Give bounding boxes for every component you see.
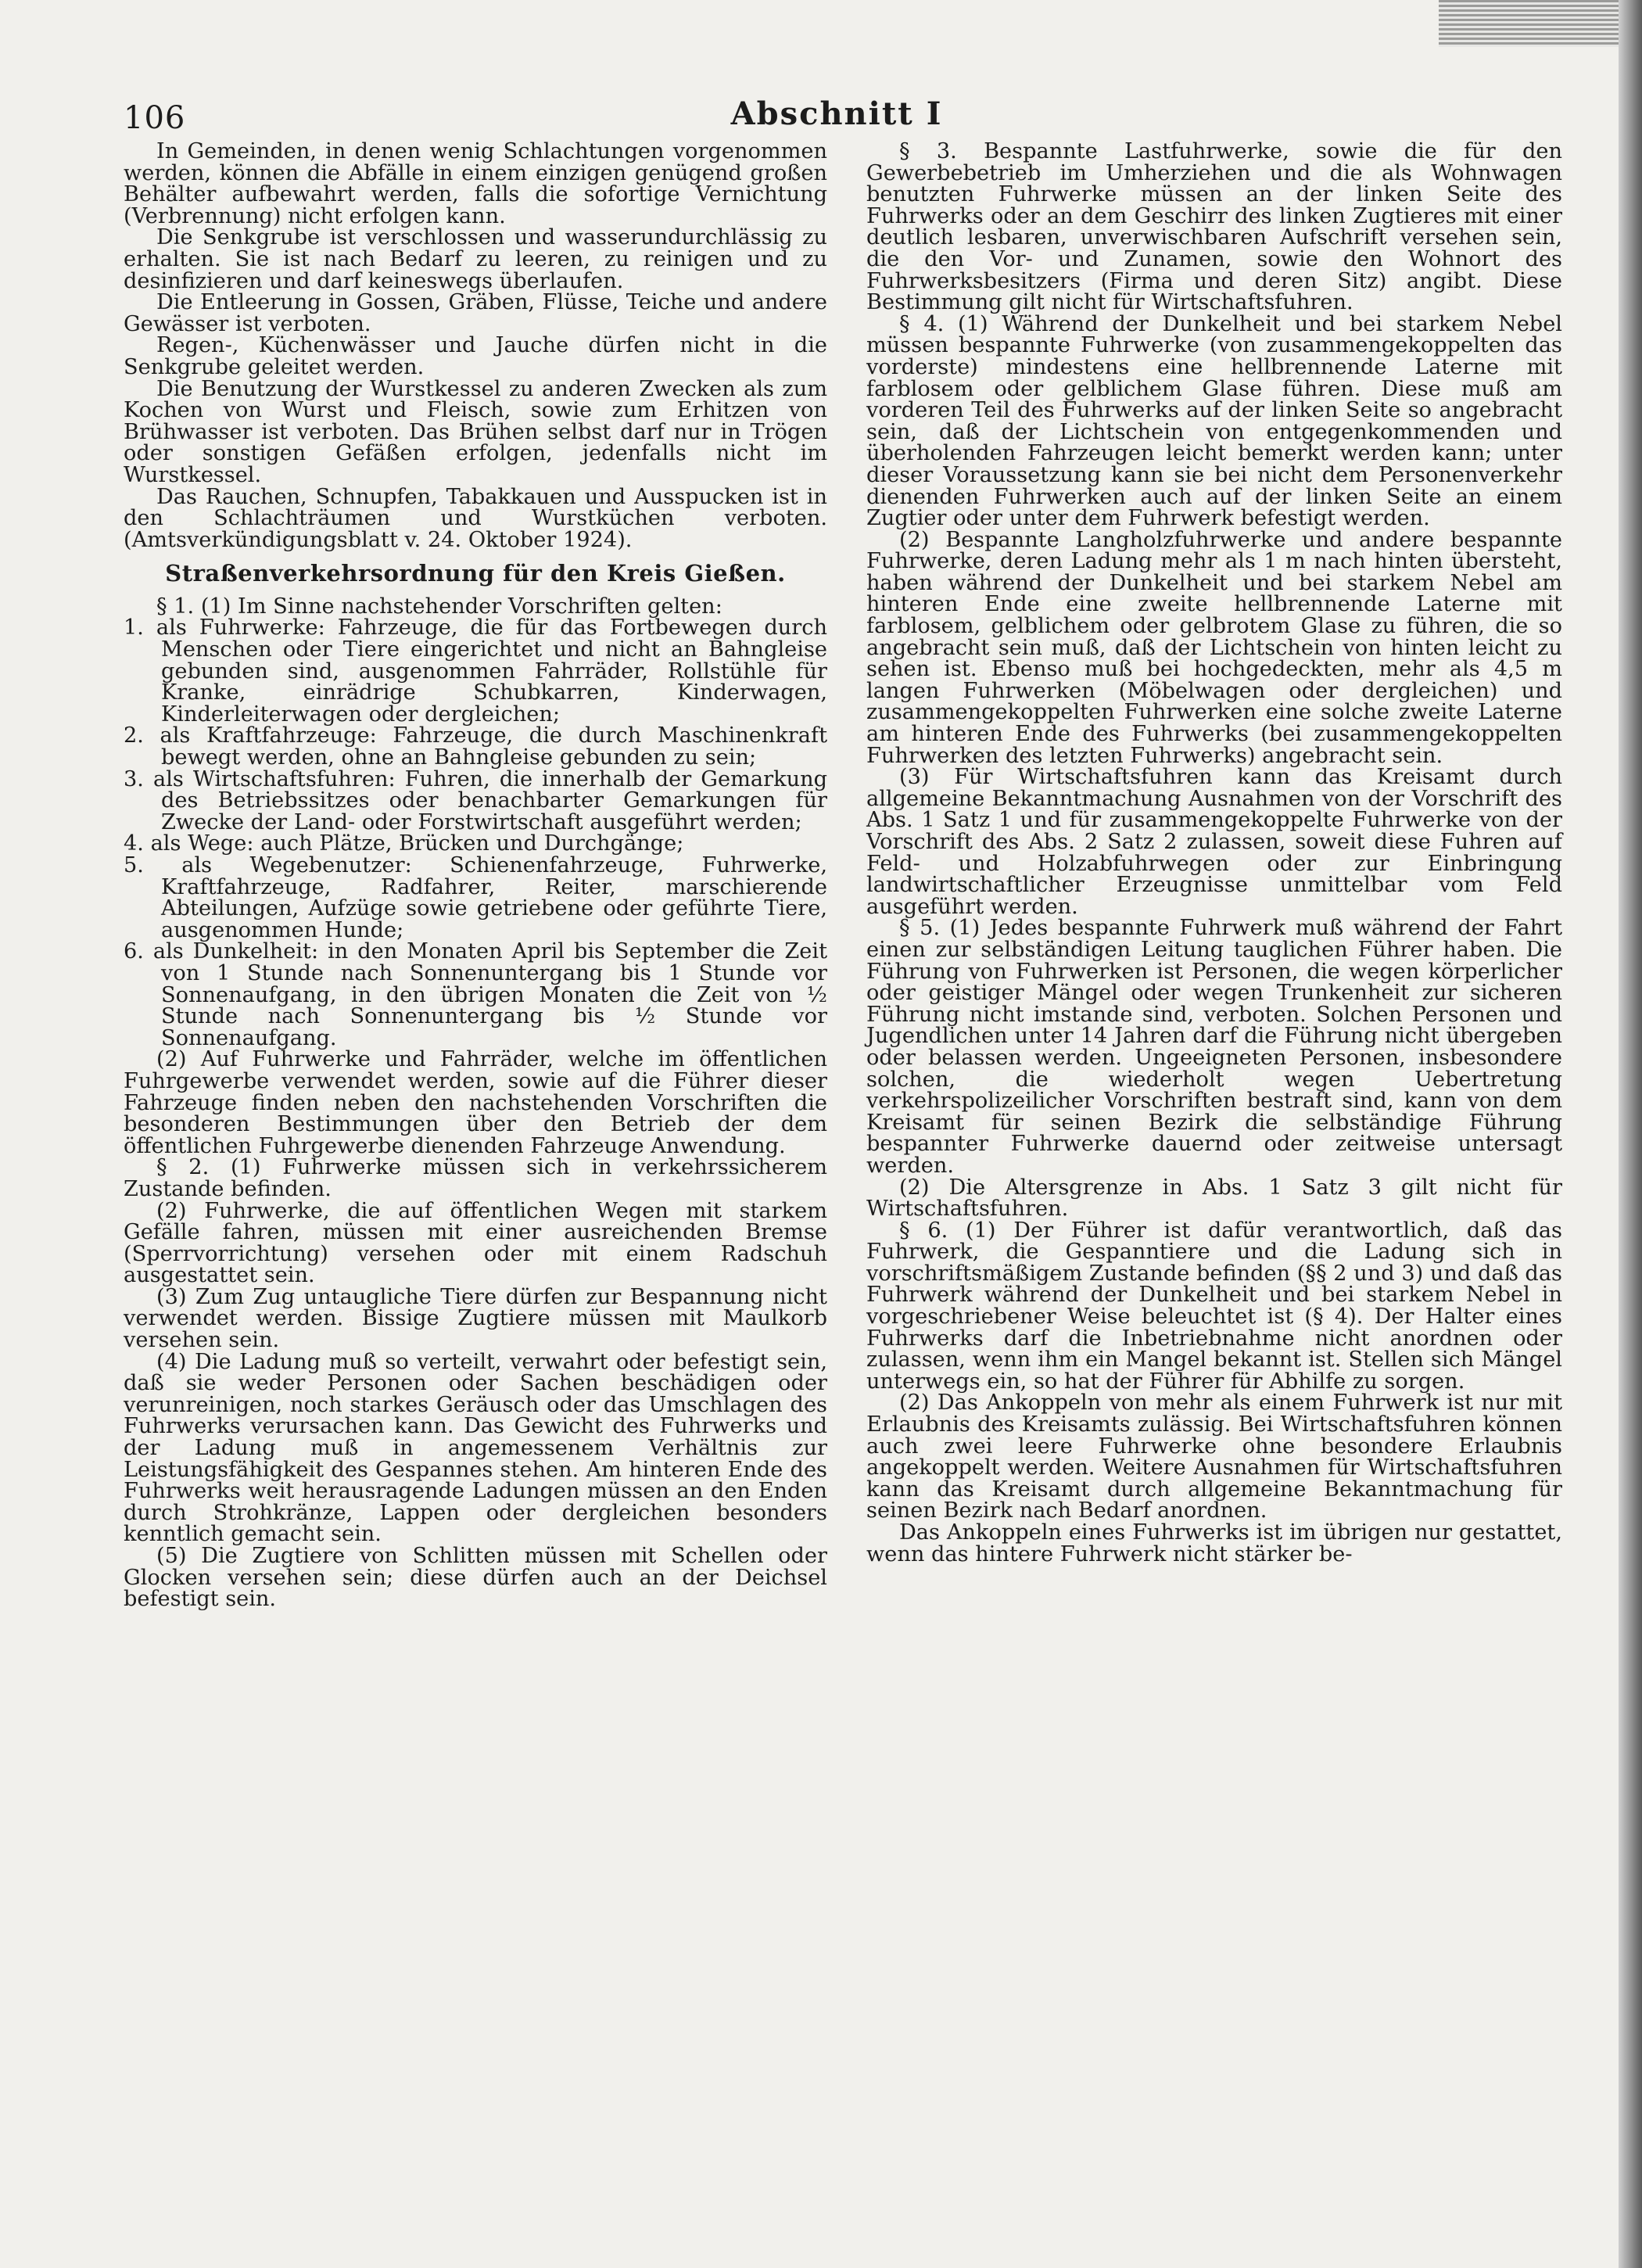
- paragraph: (2) Fuhrwerke, die auf öffentlichen Wegen mit starkem Gefälle fahren, müssen mit einer ausreichenden Bremse (Sperrvorrichtung) versehen oder mit einem Radschuh ausgestattet sein.: [124, 1198, 827, 1288]
- left-column: [124, 141, 827, 1610]
- paragraph: In Gemeinden, in denen wenig Schlachtungen vorgenommen werden, können die Abfälle in einem einzigen genügend großen Behälter aufbewahrt werden, falls die sofortige Vernichtung (Verbrennung) nicht erfolgen kann.: [124, 139, 827, 228]
- numbered-item: 1. als Fuhrwerke: Fahrzeuge, die für das Fortbewegen durch Menschen oder Tiere eingerichtet und nicht an Bahngleise gebunden sind, ausgenommen Fahrräder, Rollstühle für Kranke, einrädrige Schubkarren, Kinderwagen, Kinderleiterwagen oder dergleichen;: [124, 615, 827, 727]
- paragraph: (3) Für Wirtschaftsfuhren kann das Kreisamt durch allgemeine Bekanntmachung Ausnahmen von der Vorschrift des Abs. 1 Satz 1 und für zusammengekoppelte Fuhrwerke von der Vorschrift des Abs. 2 Satz 2 zulassen, soweit diese Fuhren auf Feld- und Holzabfuhrwegen oder zur Einbringung landwirtschaftlicher Erzeugnisse unmittelbar vom Feld ausgeführt werden.: [866, 765, 1562, 919]
- paragraph: (2) Das Ankoppeln von mehr als einem Fuhrwerk ist nur mit Erlaubnis des Kreisamts zulässig. Bei Wirtschaftsfuhren können auch zwei leere Fuhrwerke ohne besondere Erlaubnis angekoppelt werden. Weitere Ausnahmen für Wirtschaftsfuhren kann das Kreisamt durch allgemeine Bekanntmachung für seinen Bezirk nach Bedarf anordnen.: [866, 1391, 1562, 1523]
- paragraph: § 1. (1) Im Sinne nachstehender Vorschriften gelten:: [156, 594, 722, 619]
- paragraph: (5) Die Zugtiere von Schlitten müssen mit Schellen oder Glocken versehen sein; diese dürfen auch an der Deichsel befestigt sein.: [124, 1544, 827, 1612]
- numbered-item: 4. als Wege: auch Plätze, Brücken und Durchgänge;: [124, 831, 684, 856]
- paragraph: Die Senkgrube ist verschlossen und wasserundurchlässig zu erhalten. Sie ist nach Bedarf zu leeren, zu reinigen und zu desinfizieren und darf keineswegs überlaufen.: [124, 225, 827, 293]
- paragraph: (2) Auf Fuhrwerke und Fahrräder, welche im öffentlichen Fuhrgewerbe verwendet werden, sowie auf die Führer dieser Fahrzeuge finden neben den nachstehenden Vorschriften die besonderen Bestimmungen über den Betrieb der dem öffentlichen Fuhrgewerbe dienenden Fahrzeuge Anwendung.: [124, 1047, 827, 1158]
- paragraph: Das Rauchen, Schnupfen, Tabakkauen und Ausspucken ist in den Schlachträumen und Wurstküchen verboten. (Amtsverkündigungsblatt v. 24. Oktober 1924).: [124, 484, 827, 552]
- section-title: Abschnitt I: [730, 95, 943, 132]
- paragraph: Die Entleerung in Gossen, Gräben, Flüsse, Teiche und andere Gewässer ist verboten.: [124, 290, 827, 336]
- numbered-item: 3. als Wirtschaftsfuhren: Fuhren, die innerhalb der Gemarkung des Betriebssitzes oder benachbarter Gemarkungen für Zwecke der Land- oder Forstwirtschaft ausgeführt werden;: [124, 766, 827, 834]
- paragraph: § 3. Bespannte Lastfuhrwerke, sowie die für den Gewerbebetrieb im Umherziehen und die als Wohnwagen benutzten Fuhrwerke müssen an der linken Seite des Fuhrwerks oder an dem Geschirr des linken Zugtieres mit einer deutlich lesbaren, unverwischbaren Aufschrift versehen sein, die den Vor- und Zunamen, sowie den Wohnort des Fuhrwerksbesitzers (Firma und deren Sitz) angibt. Diese Bestimmung gilt nicht für Wirtschaftsfuhren.: [866, 139, 1562, 315]
- numbered-item: 2. als Kraftfahrzeuge: Fahrzeuge, die durch Maschinenkraft bewegt werden, ohne an Bahngleise gebunden zu sein;: [124, 723, 827, 770]
- paragraph: § 5. (1) Jedes bespannte Fuhrwerk muß während der Fahrt einen zur selbständigen Leitung tauglichen Führer haben. Die Führung von Fuhrwerken ist Personen, die wegen körperlicher oder geistiger Mängel oder wegen Trunkenheit zur sicheren Führung nicht imstande sind, verboten. Solchen Personen und Jugendlichen unter 14 Jahren darf die Führung nicht übergeben oder belassen werden. Ungeeigneten Personen, insbesondere solchen, die wiederholt wegen Uebertretung verkehrspolizeilicher Vorschriften bestraft sind, kann von dem Kreisamt für seinen Bezirk die selbständige Führung bespannter Fuhrwerke dauernd oder zeitweise untersagt werden.: [866, 916, 1562, 1178]
- paragraph: Die Benutzung der Wurstkessel zu anderen Zwecken als zum Kochen von Wurst und Fleisch, sowie zum Erhitzen von Brühwasser ist verboten. Das Brühen selbst darf nur in Trögen oder sonstigen Gefäßen erfolgen, jedenfalls nicht im Wurstkessel.: [124, 376, 827, 487]
- section-heading: Straßenverkehrsordnung für den Kreis Gießen.: [165, 560, 786, 587]
- paragraph: (2) Die Altersgrenze in Abs. 1 Satz 3 gilt nicht für Wirtschaftsfuhren.: [866, 1175, 1562, 1222]
- paragraph: § 6. (1) Der Führer ist dafür verantwortlich, daß das Fuhrwerk, die Gespanntiere und die Ladung sich in vorschriftsmäßigem Zustande befinden (§§ 2 und 3) und daß das Fuhrwerk während der Dunkelheit und bei starkem Nebel in vorgeschriebener Weise beleuchtet ist (§ 4). Der Halter eines Fuhrwerks darf die Inbetriebnahme nicht anordnen oder zulassen, wenn ihm ein Mangel bekannt ist. Stellen sich Mängel unterwegs ein, so hat der Führer für Abhilfe zu sorgen.: [866, 1218, 1562, 1394]
- page-edge-shadow-top: [1439, 0, 1642, 47]
- paragraph: § 2. (1) Fuhrwerke müssen sich in verkehrssicherem Zustande befinden.: [124, 1155, 827, 1201]
- paragraph: Regen-, Küchenwässer und Jauche dürfen nicht in die Senkgrube geleitet werden.: [124, 333, 827, 379]
- numbered-item: 5. als Wegebenutzer: Schienenfahrzeuge, Fuhrwerke, Kraftfahrzeuge, Radfahrer, Reiter, marschierende Abteilungen, Aufzüge sowie getriebene oder geführte Tiere, ausgenommen Hunde;: [124, 853, 827, 942]
- numbered-item: 6. als Dunkelheit: in den Monaten April bis September die Zeit von 1 Stunde nach Sonnenuntergang bis 1 Stunde vor Sonnenaufgang, in den übrigen Monaten die Zeit von ½ Stunde nach Sonnenuntergang bis ½ Stunde vor Sonnenaufgang.: [124, 939, 827, 1050]
- paragraph: Das Ankoppeln eines Fuhrwerks ist im übrigen nur gestattet, wenn das hintere Fuhrwerk nicht stärker be-: [866, 1520, 1562, 1566]
- right-column: [866, 141, 1562, 1565]
- page-number: 106: [124, 100, 186, 136]
- paragraph: (2) Bespannte Langholzfuhrwerke und andere bespannte Fuhrwerke, deren Ladung mehr als 1 m nach hinten übersteht, haben während der Dunkelheit und bei starkem Nebel am hinteren Ende eine zweite hellbrennende Laterne mit farblosem, gelblichem oder gelbrotem Glase zu führen, die so angebracht sein muß, daß der Lichtschein von hinten leicht zu sehen ist. Ebenso muß bei hochgedeckten, mehr als 4,5 m langen Fuhrwerken (Möbelwagen oder dergleichen) und zusammengekoppelten Fuhrwerken eine solche zweite Laterne am hinteren Ende des Fuhrwerks (bei zusammengekoppelten Fuhrwerken des letzten Fuhrwerks) angebracht sein.: [866, 527, 1562, 768]
- paragraph: (3) Zum Zug untaugliche Tiere dürfen zur Bespannung nicht verwendet werden. Bissige Zugtiere müssen mit Maulkorb versehen sein.: [124, 1284, 827, 1353]
- page-edge-shadow: [1619, 0, 1642, 2268]
- paragraph: § 4. (1) Während der Dunkelheit und bei starkem Nebel müssen bespannte Fuhrwerke (von zusammengekoppelten das vorderste) mindestens eine hellbrennende Laterne mit farblosem oder gelblichem Glase führen. Diese muß am vorderen Teil des Fuhrwerks auf der linken Seite so angebracht sein, daß der Lichtschein von entgegenkommenden und überholenden Fahrzeugen leicht bemerkt werden kann; unter dieser Voraussetzung kann sie bei nicht dem Personenverkehr dienenden Fuhrwerken auch auf der linken Seite an einem Zugtier oder unter dem Fuhrwerk befestigt werden.: [866, 311, 1562, 531]
- paragraph: (4) Die Ladung muß so verteilt, verwahrt oder befestigt sein, daß sie weder Personen oder Sachen beschädigen oder verunreinigen, noch starkes Geräusch oder das Umschlagen des Fuhrwerks verursachen kann. Das Gewicht des Fuhrwerks und der Ladung muß in angemessenem Verhältnis zur Leistungsfähigkeit des Gespannes stehen. Am hinteren Ende des Fuhrwerks weit herausragende Ladungen müssen an den Enden durch Strohkränze, Lappen oder dergleichen besonders kenntlich gemacht sein.: [124, 1349, 827, 1547]
